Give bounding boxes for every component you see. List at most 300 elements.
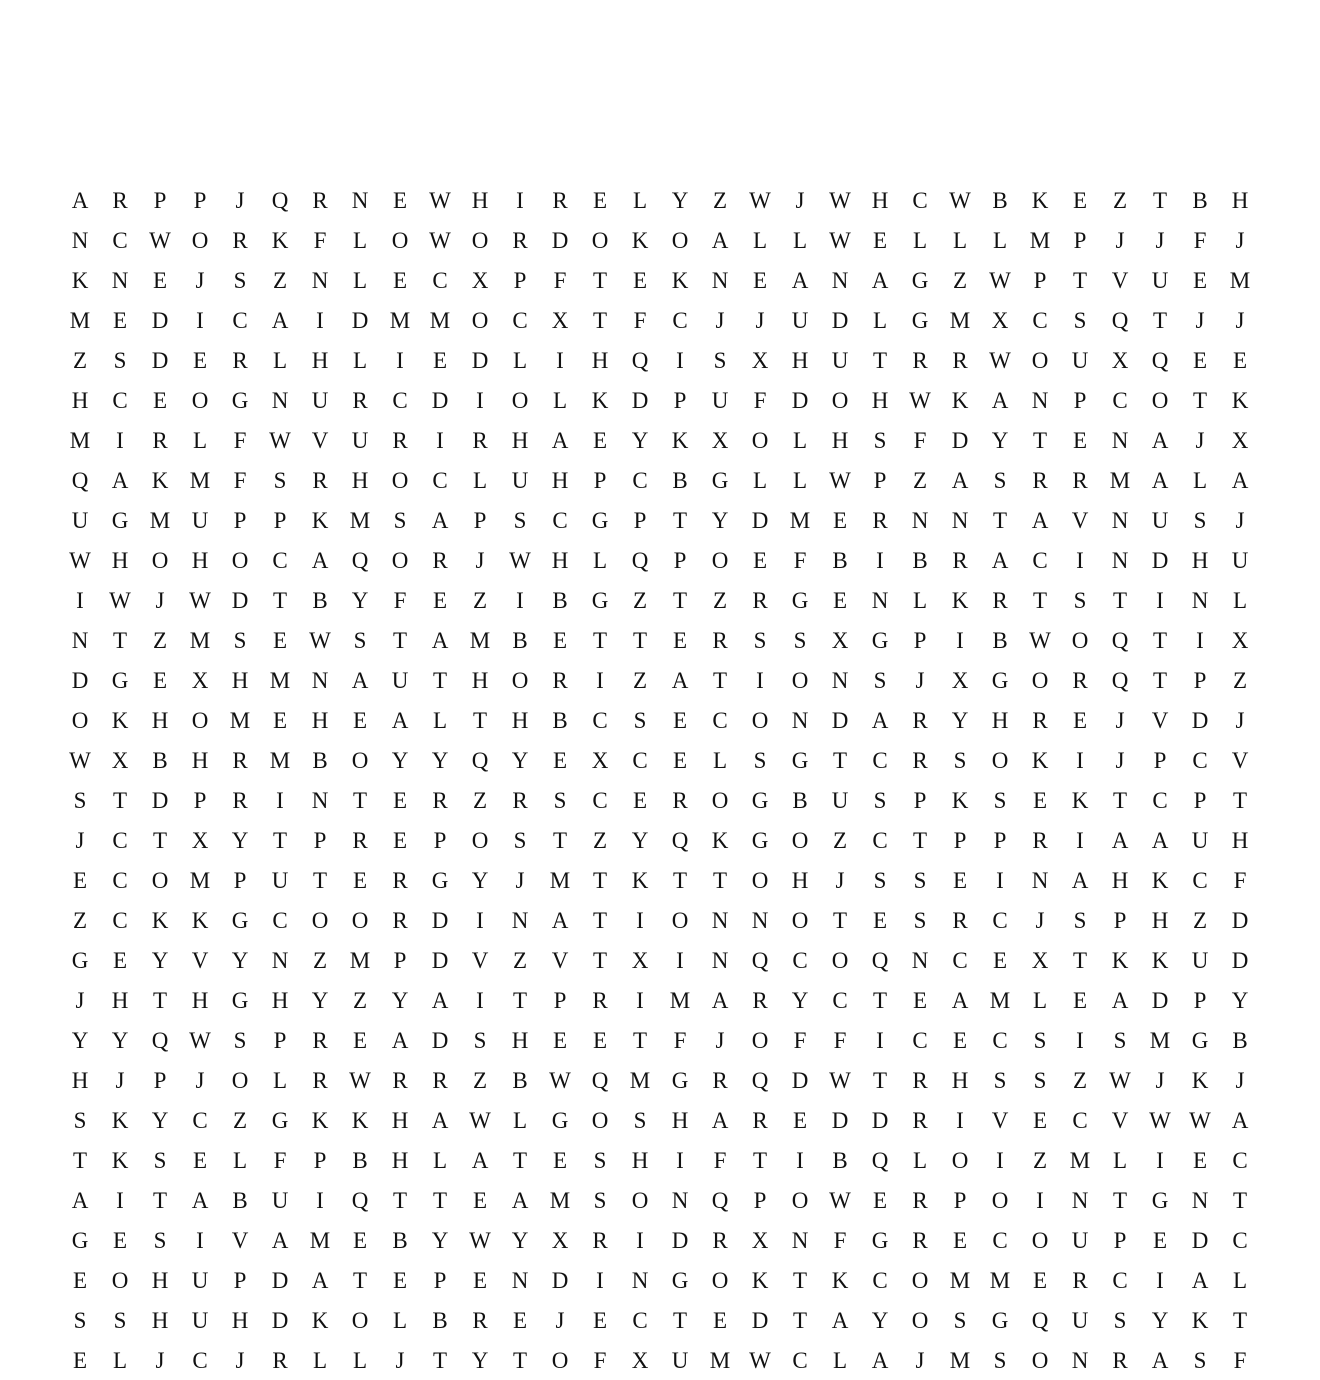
grid-letter[interactable]: G	[991, 1307, 1009, 1333]
grid-letter[interactable]: I	[476, 907, 484, 933]
grid-letter[interactable]: E	[1032, 1267, 1048, 1293]
grid-letter[interactable]: P	[673, 547, 687, 573]
grid-letter[interactable]: M	[989, 1267, 1011, 1293]
grid-letter[interactable]: E	[392, 187, 408, 213]
grid-letter[interactable]: E	[632, 787, 648, 813]
grid-letter[interactable]: G	[271, 1107, 289, 1133]
grid-letter[interactable]: T	[432, 1187, 448, 1213]
grid-letter[interactable]: I	[996, 867, 1004, 893]
grid-letter[interactable]: U	[1191, 827, 1209, 853]
grid-letter[interactable]: N	[911, 507, 929, 533]
grid-letter[interactable]: Q	[751, 947, 769, 973]
grid-letter[interactable]: P	[233, 867, 247, 893]
grid-letter[interactable]: B	[992, 627, 1008, 653]
grid-letter[interactable]: I	[516, 587, 524, 613]
grid-letter[interactable]: F	[233, 467, 247, 493]
grid-letter[interactable]: I	[476, 987, 484, 1013]
grid-letter[interactable]: A	[1031, 507, 1049, 533]
grid-letter[interactable]: E	[752, 547, 768, 573]
grid-letter[interactable]: H	[551, 467, 569, 493]
grid-letter[interactable]: J	[235, 1347, 245, 1373]
grid-letter[interactable]: S	[1193, 507, 1207, 533]
grid-letter[interactable]: C	[792, 1347, 808, 1373]
grid-letter[interactable]: H	[311, 707, 329, 733]
grid-letter[interactable]: H	[351, 467, 369, 493]
grid-letter[interactable]: I	[956, 1107, 964, 1133]
grid-letter[interactable]: U	[1151, 507, 1169, 533]
grid-letter[interactable]: O	[191, 707, 209, 733]
grid-letter[interactable]: L	[272, 347, 288, 373]
grid-letter[interactable]: I	[996, 1147, 1004, 1173]
grid-letter[interactable]: M	[69, 427, 91, 453]
grid-letter[interactable]: O	[911, 1267, 929, 1293]
grid-letter[interactable]: M	[269, 667, 291, 693]
grid-letter[interactable]: R	[1032, 707, 1048, 733]
grid-letter[interactable]: E	[472, 1267, 488, 1293]
grid-letter[interactable]: I	[756, 667, 764, 693]
grid-letter[interactable]: S	[473, 1027, 487, 1053]
grid-letter[interactable]: N	[311, 667, 329, 693]
grid-letter[interactable]: T	[1232, 1187, 1248, 1213]
grid-letter[interactable]: D	[471, 347, 489, 373]
grid-letter[interactable]: O	[991, 1187, 1009, 1213]
grid-letter[interactable]: Z	[632, 587, 648, 613]
grid-letter[interactable]: R	[232, 787, 248, 813]
grid-letter[interactable]: T	[1152, 667, 1168, 693]
grid-letter[interactable]: R	[352, 827, 368, 853]
grid-letter[interactable]: E	[712, 1307, 728, 1333]
grid-letter[interactable]: P	[673, 387, 687, 413]
grid-letter[interactable]: T	[512, 1147, 528, 1173]
grid-letter[interactable]: H	[111, 547, 129, 573]
grid-letter[interactable]: Z	[1032, 1147, 1048, 1173]
grid-letter[interactable]: S	[393, 507, 407, 533]
grid-letter[interactable]: B	[912, 547, 928, 573]
grid-letter[interactable]: E	[592, 427, 608, 453]
grid-letter[interactable]: O	[791, 667, 809, 693]
grid-letter[interactable]: I	[876, 1027, 884, 1053]
grid-letter[interactable]: C	[632, 747, 648, 773]
grid-letter[interactable]: N	[711, 907, 729, 933]
grid-letter[interactable]: S	[1113, 1027, 1127, 1053]
grid-letter[interactable]: H	[71, 387, 89, 413]
grid-letter[interactable]: Y	[471, 1347, 489, 1373]
grid-letter[interactable]: A	[311, 547, 329, 573]
grid-letter[interactable]: O	[711, 1267, 729, 1293]
grid-letter[interactable]: H	[551, 547, 569, 573]
grid-letter[interactable]: U	[191, 1307, 209, 1333]
grid-letter[interactable]: J	[75, 987, 85, 1013]
grid-letter[interactable]: M	[549, 867, 571, 893]
grid-letter[interactable]: K	[1071, 787, 1089, 813]
grid-letter[interactable]: F	[793, 547, 807, 573]
grid-letter[interactable]: M	[949, 307, 971, 333]
grid-letter[interactable]: E	[992, 947, 1008, 973]
grid-letter[interactable]: H	[1151, 907, 1169, 933]
grid-letter[interactable]: K	[951, 587, 969, 613]
grid-letter[interactable]: N	[1031, 867, 1049, 893]
grid-letter[interactable]: Y	[151, 1107, 169, 1133]
grid-letter[interactable]: H	[951, 1067, 969, 1093]
grid-letter[interactable]: X	[551, 1227, 569, 1253]
grid-letter[interactable]: Q	[151, 1027, 169, 1053]
grid-letter[interactable]: K	[591, 387, 609, 413]
grid-letter[interactable]: T	[1232, 1307, 1248, 1333]
grid-letter[interactable]: A	[711, 1107, 729, 1133]
grid-letter[interactable]: J	[1115, 227, 1125, 253]
grid-letter[interactable]: D	[1231, 947, 1249, 973]
grid-letter[interactable]: M	[349, 507, 371, 533]
grid-letter[interactable]: D	[1151, 987, 1169, 1013]
grid-letter[interactable]: N	[271, 947, 289, 973]
grid-letter[interactable]: N	[1071, 1347, 1089, 1373]
grid-letter[interactable]: V	[1111, 267, 1129, 293]
grid-letter[interactable]: S	[633, 1107, 647, 1133]
grid-letter[interactable]: T	[1072, 267, 1088, 293]
grid-letter[interactable]: U	[791, 307, 809, 333]
grid-letter[interactable]: C	[592, 707, 608, 733]
grid-letter[interactable]: E	[352, 707, 368, 733]
grid-letter[interactable]: T	[352, 1267, 368, 1293]
grid-letter[interactable]: T	[1152, 307, 1168, 333]
grid-letter[interactable]: T	[1032, 427, 1048, 453]
grid-letter[interactable]: P	[1073, 227, 1087, 253]
grid-letter[interactable]: B	[832, 1147, 848, 1173]
grid-letter[interactable]: S	[153, 1147, 167, 1173]
grid-letter[interactable]: A	[551, 907, 569, 933]
grid-letter[interactable]: F	[273, 1147, 287, 1173]
grid-letter[interactable]: Z	[712, 187, 728, 213]
grid-letter[interactable]: F	[793, 1027, 807, 1053]
grid-letter[interactable]: D	[271, 1267, 289, 1293]
grid-letter[interactable]: G	[671, 1067, 689, 1093]
grid-letter[interactable]: S	[873, 867, 887, 893]
grid-letter[interactable]: D	[831, 707, 849, 733]
grid-letter[interactable]: W	[69, 747, 91, 773]
grid-letter[interactable]: V	[1151, 707, 1169, 733]
grid-letter[interactable]: K	[631, 227, 649, 253]
grid-letter[interactable]: R	[152, 427, 168, 453]
grid-letter[interactable]: V	[471, 947, 489, 973]
grid-letter[interactable]: A	[991, 387, 1009, 413]
grid-letter[interactable]: I	[956, 627, 964, 653]
grid-letter[interactable]: H	[1231, 187, 1249, 213]
grid-letter[interactable]: G	[431, 867, 449, 893]
grid-letter[interactable]: J	[395, 1347, 405, 1373]
grid-letter[interactable]: F	[313, 227, 327, 253]
grid-letter[interactable]: R	[872, 507, 888, 533]
grid-letter[interactable]: I	[596, 667, 604, 693]
grid-letter[interactable]: L	[712, 747, 728, 773]
grid-letter[interactable]: H	[391, 1107, 409, 1133]
grid-letter[interactable]: S	[993, 467, 1007, 493]
grid-letter[interactable]: M	[229, 707, 251, 733]
grid-letter[interactable]: W	[189, 1027, 211, 1053]
grid-letter[interactable]: Z	[712, 587, 728, 613]
grid-letter[interactable]: A	[711, 227, 729, 253]
grid-letter[interactable]: T	[1072, 947, 1088, 973]
grid-letter[interactable]: L	[232, 1147, 248, 1173]
grid-letter[interactable]: A	[871, 267, 889, 293]
grid-letter[interactable]: H	[191, 987, 209, 1013]
grid-letter[interactable]: T	[672, 587, 688, 613]
grid-letter[interactable]: F	[913, 427, 927, 453]
grid-letter[interactable]: D	[271, 1307, 289, 1333]
grid-letter[interactable]: F	[633, 307, 647, 333]
grid-letter[interactable]: M	[1149, 1027, 1171, 1053]
grid-letter[interactable]: T	[1192, 387, 1208, 413]
grid-letter[interactable]: O	[751, 707, 769, 733]
grid-letter[interactable]: Q	[471, 747, 489, 773]
grid-letter[interactable]: G	[71, 947, 89, 973]
grid-letter[interactable]: W	[829, 187, 851, 213]
grid-letter[interactable]: C	[632, 467, 648, 493]
grid-letter[interactable]: O	[351, 747, 369, 773]
grid-letter[interactable]: C	[1192, 867, 1208, 893]
grid-letter[interactable]: F	[233, 427, 247, 453]
grid-letter[interactable]: K	[111, 1147, 129, 1173]
grid-letter[interactable]: N	[1071, 1187, 1089, 1213]
grid-letter[interactable]: D	[231, 587, 249, 613]
grid-letter[interactable]: J	[1195, 427, 1205, 453]
grid-letter[interactable]: D	[151, 347, 169, 373]
grid-letter[interactable]: C	[672, 307, 688, 333]
grid-letter[interactable]: R	[712, 1227, 728, 1253]
grid-letter[interactable]: P	[1073, 387, 1087, 413]
grid-letter[interactable]: P	[953, 1187, 967, 1213]
grid-letter[interactable]: F	[553, 267, 567, 293]
grid-letter[interactable]: P	[473, 507, 487, 533]
grid-letter[interactable]: V	[551, 947, 569, 973]
grid-letter[interactable]: Q	[1111, 307, 1129, 333]
grid-letter[interactable]: T	[632, 1027, 648, 1053]
grid-letter[interactable]: D	[871, 1107, 889, 1133]
grid-letter[interactable]: H	[511, 707, 529, 733]
grid-letter[interactable]: J	[1155, 1067, 1165, 1093]
grid-letter[interactable]: K	[271, 227, 289, 253]
grid-letter[interactable]: W	[309, 627, 331, 653]
grid-letter[interactable]: J	[155, 587, 165, 613]
grid-letter[interactable]: P	[1193, 667, 1207, 693]
grid-letter[interactable]: O	[1151, 387, 1169, 413]
grid-letter[interactable]: I	[196, 1227, 204, 1253]
grid-letter[interactable]: Z	[512, 947, 528, 973]
grid-letter[interactable]: S	[753, 627, 767, 653]
grid-letter[interactable]: A	[1151, 827, 1169, 853]
grid-letter[interactable]: T	[1112, 1187, 1128, 1213]
grid-letter[interactable]: K	[1151, 947, 1169, 973]
grid-letter[interactable]: Z	[72, 347, 88, 373]
grid-letter[interactable]: R	[712, 1067, 728, 1093]
grid-letter[interactable]: D	[71, 667, 89, 693]
grid-letter[interactable]: Q	[71, 467, 89, 493]
grid-letter[interactable]: N	[711, 267, 729, 293]
grid-letter[interactable]: T	[152, 1187, 168, 1213]
grid-letter[interactable]: A	[871, 1347, 889, 1373]
grid-letter[interactable]: F	[713, 1147, 727, 1173]
grid-letter[interactable]: A	[431, 987, 449, 1013]
grid-letter[interactable]: C	[832, 987, 848, 1013]
grid-letter[interactable]: U	[1231, 547, 1249, 573]
grid-letter[interactable]: A	[391, 1027, 409, 1053]
grid-letter[interactable]: T	[512, 1347, 528, 1373]
grid-letter[interactable]: F	[1233, 867, 1247, 893]
grid-letter[interactable]: R	[472, 1307, 488, 1333]
grid-letter[interactable]: S	[113, 347, 127, 373]
grid-letter[interactable]: R	[1072, 467, 1088, 493]
grid-letter[interactable]: P	[193, 787, 207, 813]
grid-letter[interactable]: L	[1112, 1147, 1128, 1173]
grid-letter[interactable]: X	[591, 747, 609, 773]
grid-letter[interactable]: L	[632, 187, 648, 213]
grid-letter[interactable]: R	[272, 1347, 288, 1373]
grid-letter[interactable]: R	[592, 987, 608, 1013]
grid-letter[interactable]: U	[671, 1347, 689, 1373]
grid-letter[interactable]: T	[112, 627, 128, 653]
grid-letter[interactable]: A	[431, 507, 449, 533]
grid-letter[interactable]: E	[72, 1267, 88, 1293]
grid-letter[interactable]: U	[351, 427, 369, 453]
grid-letter[interactable]: M	[949, 1267, 971, 1293]
grid-letter[interactable]: H	[111, 987, 129, 1013]
grid-letter[interactable]: N	[791, 707, 809, 733]
grid-letter[interactable]: Z	[472, 787, 488, 813]
grid-letter[interactable]: G	[591, 587, 609, 613]
grid-letter[interactable]: P	[1033, 267, 1047, 293]
grid-letter[interactable]: S	[553, 787, 567, 813]
grid-letter[interactable]: Y	[791, 987, 809, 1013]
grid-letter[interactable]: D	[1151, 547, 1169, 573]
grid-letter[interactable]: L	[952, 227, 968, 253]
grid-letter[interactable]: M	[789, 507, 811, 533]
grid-letter[interactable]: O	[471, 827, 489, 853]
grid-letter[interactable]: T	[1112, 587, 1128, 613]
grid-letter[interactable]: N	[911, 947, 929, 973]
grid-letter[interactable]: C	[552, 507, 568, 533]
grid-letter[interactable]: P	[913, 787, 927, 813]
grid-letter[interactable]: E	[72, 1347, 88, 1373]
grid-letter[interactable]: U	[1071, 1227, 1089, 1253]
grid-letter[interactable]: P	[313, 1147, 327, 1173]
grid-letter[interactable]: Q	[871, 947, 889, 973]
grid-letter[interactable]: M	[629, 1067, 651, 1093]
grid-letter[interactable]: N	[351, 187, 369, 213]
grid-letter[interactable]: I	[1156, 587, 1164, 613]
grid-letter[interactable]: R	[312, 1067, 328, 1093]
grid-letter[interactable]: L	[792, 467, 808, 493]
grid-letter[interactable]: D	[791, 1067, 809, 1093]
grid-letter[interactable]: C	[1232, 1147, 1248, 1173]
grid-letter[interactable]: Z	[232, 1107, 248, 1133]
grid-letter[interactable]: Z	[352, 987, 368, 1013]
grid-letter[interactable]: H	[791, 347, 809, 373]
grid-letter[interactable]: I	[596, 1267, 604, 1293]
grid-letter[interactable]: K	[1231, 387, 1249, 413]
grid-letter[interactable]: G	[791, 587, 809, 613]
grid-letter[interactable]: P	[993, 827, 1007, 853]
grid-letter[interactable]: J	[1195, 307, 1205, 333]
grid-letter[interactable]: I	[1156, 1147, 1164, 1173]
grid-letter[interactable]: E	[512, 1307, 528, 1333]
grid-letter[interactable]: E	[832, 507, 848, 533]
grid-letter[interactable]: M	[1069, 1147, 1091, 1173]
grid-letter[interactable]: O	[511, 387, 529, 413]
grid-letter[interactable]: A	[1111, 987, 1129, 1013]
grid-letter[interactable]: K	[751, 1267, 769, 1293]
grid-letter[interactable]: R	[952, 347, 968, 373]
grid-letter[interactable]: P	[593, 467, 607, 493]
grid-letter[interactable]: W	[469, 1227, 491, 1253]
grid-letter[interactable]: P	[633, 507, 647, 533]
grid-letter[interactable]: C	[1192, 747, 1208, 773]
grid-letter[interactable]: O	[471, 227, 489, 253]
grid-letter[interactable]: S	[753, 747, 767, 773]
grid-letter[interactable]: T	[112, 787, 128, 813]
grid-letter[interactable]: O	[351, 907, 369, 933]
grid-letter[interactable]: Z	[1232, 667, 1248, 693]
grid-letter[interactable]: G	[671, 1267, 689, 1293]
grid-letter[interactable]: P	[153, 187, 167, 213]
grid-letter[interactable]: L	[472, 467, 488, 493]
grid-letter[interactable]: Q	[1151, 347, 1169, 373]
grid-letter[interactable]: N	[1191, 587, 1209, 613]
grid-letter[interactable]: W	[829, 1187, 851, 1213]
grid-letter[interactable]: L	[512, 347, 528, 373]
grid-letter[interactable]: W	[749, 1347, 771, 1373]
grid-letter[interactable]: S	[273, 467, 287, 493]
grid-letter[interactable]: T	[432, 667, 448, 693]
grid-letter[interactable]: Y	[871, 1307, 889, 1333]
grid-letter[interactable]: U	[831, 347, 849, 373]
grid-letter[interactable]: M	[549, 1187, 571, 1213]
grid-letter[interactable]: G	[871, 627, 889, 653]
grid-letter[interactable]: H	[791, 867, 809, 893]
grid-letter[interactable]: B	[232, 1187, 248, 1213]
grid-letter[interactable]: N	[311, 787, 329, 813]
grid-letter[interactable]: Y	[311, 987, 329, 1013]
grid-letter[interactable]: H	[151, 1267, 169, 1293]
grid-letter[interactable]: U	[1191, 947, 1209, 973]
grid-letter[interactable]: V	[1071, 507, 1089, 533]
grid-letter[interactable]: D	[551, 227, 569, 253]
grid-letter[interactable]: L	[752, 227, 768, 253]
grid-letter[interactable]: X	[631, 1347, 649, 1373]
grid-letter[interactable]: P	[1193, 987, 1207, 1013]
grid-letter[interactable]: K	[951, 787, 969, 813]
grid-letter[interactable]: U	[271, 1187, 289, 1213]
grid-letter[interactable]: A	[1071, 867, 1089, 893]
grid-letter[interactable]: O	[831, 387, 849, 413]
grid-letter[interactable]: T	[1152, 627, 1168, 653]
grid-letter[interactable]: H	[1231, 827, 1249, 853]
grid-letter[interactable]: E	[112, 947, 128, 973]
grid-letter[interactable]: B	[1192, 187, 1208, 213]
grid-letter[interactable]: O	[1031, 347, 1049, 373]
grid-letter[interactable]: T	[832, 747, 848, 773]
grid-letter[interactable]: W	[509, 547, 531, 573]
grid-letter[interactable]: A	[671, 667, 689, 693]
grid-letter[interactable]: O	[911, 1307, 929, 1333]
grid-letter[interactable]: J	[915, 667, 925, 693]
grid-letter[interactable]: D	[431, 1027, 449, 1053]
grid-letter[interactable]: T	[1032, 587, 1048, 613]
grid-letter[interactable]: B	[792, 787, 808, 813]
grid-letter[interactable]: C	[872, 1267, 888, 1293]
grid-letter[interactable]: L	[352, 227, 368, 253]
grid-letter[interactable]: R	[1072, 1267, 1088, 1293]
grid-letter[interactable]: A	[991, 547, 1009, 573]
grid-letter[interactable]: R	[232, 747, 248, 773]
